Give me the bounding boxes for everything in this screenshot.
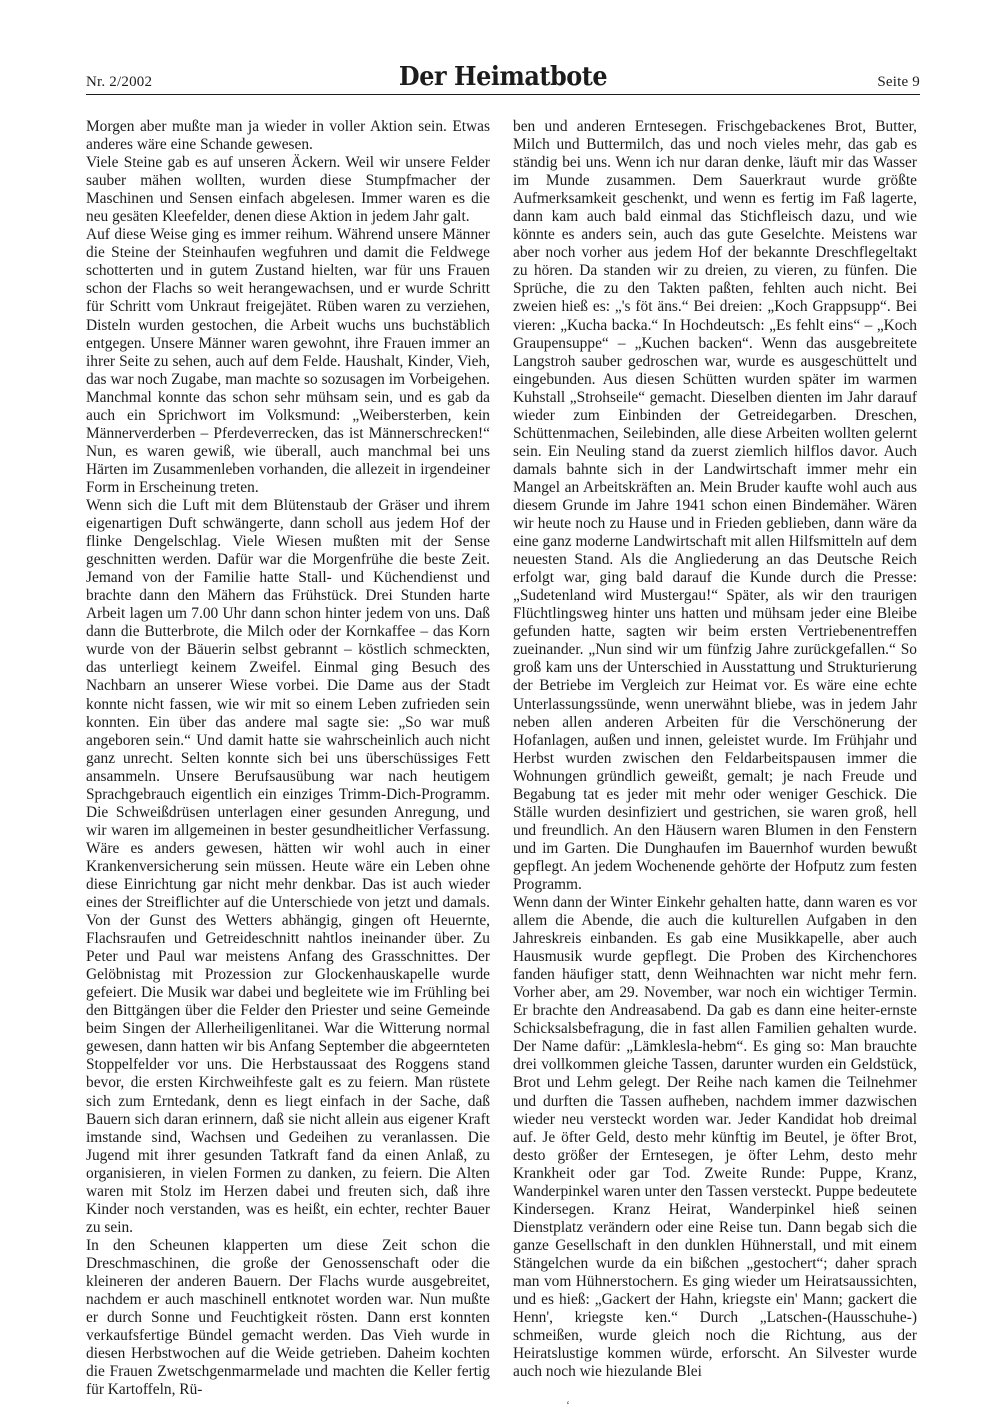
paragraph: ben und anderen Erntesegen. Frischgebackenes Brot, Butter, Milch und Buttermilch, das und noch vieles mehr, das gab es ständig bei uns. Wenn ich nur daran denke, läuft mir das Wasser im Munde zusammen. Dem Sauerkraut wurde größte Aufmerksamkeit geschenkt, und wenn es fertig im Faß lagerte, dann kam auch bald einmal das Stichfleisch dazu, und wie könnte es anders sein, auch das gute Geselchte. Meistens war aber noch vorher aus jedem Hof der bekannte Dreschflegeltakt zu hören. Da standen wir zu dreien, zu vieren, zu fünfen. Die Sprüche, die zu den Takten paßten, fehlten auch nicht. Bei zweien hieß es: „'s föt äns.“ Bei dreien: „Koch Grappsupp“. Bei vieren: „Kucha backa.“ In Hochdeutsch: „Es fehlt eins“ – „Koch Graupensuppe“ – „Kuchen backen“. Wenn das ausgebreitete Langstroh sauber gedroschen war, wurde es ausgeschüttelt und eingebunden. Aus diesen Schütten wurden später im warmen Kuhstall „Strohseile“ gemacht. Dieselben dienten im Jahr darauf wieder zum Einbinden der Getreidegarben. Dreschen, Schüttenmachen, Seilebinden, alle diese Arbeiten wollten gelernt sein. Ein Neuling stand da zuerst ziemlich hilflos davor. Auch damals bahnte sich in der Landwirtschaft immer mehr ein Mangel an Arbeitskräften an. Mein Bruder kaufte wohl auch aus diesem Grunde im Jahre 1941 schon einen Bindemäher. Wären wir heute noch zu Hause und in Frieden geblieben, dann wäre da eine ganz moderne Landwirtschaft mit allen Hilfsmitteln auf dem neuesten Stand. Als die Angliederung an das Deutsche Reich erfolgt war, ging bald darauf die Kunde durch die Presse: „Sudetenland wird Mustergau!“ Später, als wir den traurigen Flüchtlingsweg hinter uns hatten und mühsam jeder eine Bleibe gefunden hatte, sagten wir beim ersten Vertriebenentreffen zueinander. „Nun sind wir um fünfzig Jahre zurückgefallen.“ So groß kam uns der Unterschied in Ausstattung und Strukturierung der Betriebe im Vergleich zur Heimat vor. Es wäre eine echte Unterlassungssünde, wenn unerwähnt bliebe, was in jedem Jahr neben allen anderen Arbeiten für die Verschönerung der Hofanlagen, außen und innen, geleistet wurde. Im Frühjahr und Herbst wurden zwischen den Feldarbeitspausen immer die Wohnungen gründlich geweißt, gemalt; je nach Freude und Begabung tat es jeder mit mehr oder weniger Geschick. Die Ställe wurden desinfiziert und gestrichen, sie waren groß, hell und freundlich. An den Häusern waren Blumen in den Fenstern und im Garten. Die Dunghaufen im Bauernhof wurden bewußt gepflegt. An jedem Wochenende gehörte der Hofputz zum festen Programm. [513,118,917,893]
paragraph: Wenn dann der Winter Einkehr gehalten hatte, dann waren es vor allem die Abende, die auch die kulturellen Aufgaben in den Jahreskreis einbanden. Es gab eine Musikkapelle, aber auch Hausmusik wurde gepflegt. Die Proben des Kirchenchores fanden häufiger statt, denn Weihnachten war nicht mehr fern. Vorher aber, am 29. November, war noch ein wichtiger Termin. Er brachte den Andreasabend. Da gab es dann eine heiter-ernste Schicksalsbefragung, die in fast allen Familien gehalten wurde. Der Name dafür: „Lämklesla-hebm“. Es ging so: Man brauchte drei vollkommen gleiche Tassen, darunter wurden ein Geldstück, Brot und Lehm gelegt. Der Reihe nach kamen die Teilnehmer und durften die Tassen aufheben, nachdem immer dazwischen wieder neu versteckt worden war. Jeder Kandidat hob dreimal auf. Je öfter Geld, desto mehr künftig im Beutel, je öfter Brot, desto größer der Erntesegen, je öfter Lehm, desto mehr Krankheit oder gar Tod. Zweite Runde: Puppe, Kranz, Wanderpinkel waren unter den Tassen versteckt. Puppe bedeutete Kindersegen. Kranz Heirat, Wanderpinkel hieß seinen Dienstplatz verändern oder eine Reise tun. Dann begab sich die ganze Gesellschaft in den dunklen Hühnerstall, und mit einem Stängelchen wurde da ein bißchen „gestochert“; daher sprach man vom Hühnerstochern. Es ging wieder um Heiratsaussichten, und es hieß: „Gackert der Hahn, kriegste ein' Mann; gackert die Henn', kriegste ken.“ Durch „Latschen-(Hausschuhe-) schmeißen, wurde gleich noch die Richtung, aus der Heiratslustige kommen würde, erforscht. An Silvester wurde auch noch wie hiezulande Blei [513,894,917,1381]
paragraph: Viele Steine gab es auf unseren Äckern. Weil wir unsere Felder sauber mähen wollten, wurden diese Stumpfmacher der Maschinen und Sensen einfach abgelesen. Immer waren es die neu gesäten Kleefelder, denen diese Aktion in jedem Jahr galt. [86,154,490,226]
paragraph: Morgen aber mußte man ja wieder in voller Aktion sein. Etwas anderes wäre eine Schande gewesen. [86,118,490,154]
page-header [86,60,920,95]
left-column [86,118,490,1399]
masthead-title: Der Heimatbote [398,62,608,92]
issue-number: Nr. 2/2002 [86,74,153,90]
paragraph: Wenn sich die Luft mit dem Blütenstaub der Gräser und ihrem eigenartigen Duft schwängerte, dann scholl aus jedem Hof der flinke Dengelschlag. Viele Wiesen mußten mit der Sense geschnitten werden. Dafür war die Morgenfrühe die beste Zeit. Jemand von der Familie hatte Stall- und Küchendienst und brachte dann den Mähern das Frühstück. Drei Stunden harte Arbeit lagen um 7.00 Uhr dann schon hinter jedem von uns. Daß dann die Butterbrote, die Milch oder der Kornkaffee – das Korn wurde von der Bäuerin selbst gebrannt – köstlich schmeckten, das unterliegt keinem Zweifel. Einmal ging Besuch des Nachbarn an unserer Wiese vorbei. Die Dame aus der Stadt konnte nicht fassen, wie wir mit so einem Leben zufrieden sein konnten. Ein über das andere mal sagte sie: „So war muß angeboren sein.“ Und damit hatte sie wahrscheinlich auch nicht ganz unrecht. Selten konnte sich bei uns überschüssiges Fett ansammeln. Unsere Berufsausübung war nach heutigem Sprachgebrauch eigentlich ein einziges Trimm-Dich-Programm. Die Schweißdrüsen unterlagen einer gesunden Anregung, und wir waren im allgemeinen in bester gesundheitlicher Verfassung. Wäre es anders gewesen, hätten wir wohl auch in einer Krankenversicherung sein müssen. Heute wäre ein Leben ohne diese Einrichtung gar nicht mehr denkbar. Das ist auch wieder eines der Streiflichter auf die Unterschiede von jetzt und damals. Von der Gunst des Wetters abhängig, gingen oft Heuernte, Flachsraufen und Getreideschnitt nahtlos ineinander über. Zu Peter und Paul war meistens Anfang des Grasschnittes. Der Gelöbnistag mit Prozession zur Glockenhauskapelle wurde gefeiert. Die Musik war dabei und begleitete wie im Frühling bei den Bittgängen über die Felder den Priester und seine Gemeinde beim Singen der Allerheiligenlitanei. War die Witterung normal gewesen, dann hatten wir bis Anfang September die abgeernteten Stoppelfelder vor uns. Die Herbstaussaat des Roggens stand bevor, die ersten Kirchweihfeste galt es zu feiern. Man rüstete sich zum Erntedank, denn es liegt einfach in der Sache, daß Bauern sich daran erinnern, daß sie nicht allein aus eigener Kraft imstande sind, Wachsen und Gedeihen zu veranlassen. Die Jugend mit ihrer gesunden Tatkraft fand da einen Anlaß, zu organisieren, in vielen Formen zu danken, zu feiern. Die Alten waren mit Stolz im Herzen dabei und freuten sich, daß ihre Kinder noch verstanden, was es heißt, ein echter, rechter Bauer zu sein. [86,496,490,1236]
paragraph: In den Scheunen klapperten um diese Zeit schon die Dreschmaschinen, die große der Genossenschaft oder die kleineren der anderen Bauern. Der Flachs wurde ausgebreitet, nachdem er auch maschinell entknotet worden war. Nun mußte er durch Sonne und Feuchtigkeit rösten. Dann erst konnten verkaufsfertige Bündel gemacht werden. Das Vieh wurde in diesen Herbstwochen auf die Weide getrieben. Daheim kochten die Frauen Zwetschgenmarmelade und machten die Keller fertig für Kartoffeln, Rü- [86,1236,490,1399]
page-number: Seite 9 [877,74,920,90]
right-column [513,118,917,1381]
paragraph: Auf diese Weise ging es immer reihum. Während unsere Männer die Steine der Steinhaufen wegfuhren und damit die Feldwege schotterten und in gutem Zustand hielten, war für uns Frauen schon der Flachs so weit herangewachsen, und er wurde Schritt für Schritt vom Unkraut freigejätet. Rüben waren zu verziehen, Disteln wurden gestochen, die Arbeit wuchs uns buchstäblich entgegen. Unsere Männer waren gewohnt, ihre Frauen immer an ihrer Seite zu sehen, auch auf dem Felde. Haushalt, Kinder, Vieh, das war noch Zugabe, man machte so sozusagen im Vorbeigehen. Manchmal konnte das schon sehr mühsam sein, und es gab da auch ein Sprichwort im Volksmund: „Weibersterben, kein Männerverderben – Pferdeverrecken, das ist Männerschrecken!“ Nun, es waren gewiß, wie überall, auch manchmal bei uns Härten im Zusammenleben vorhanden, die allezeit in irgendeiner Form in Erscheinung treten. [86,226,490,496]
scan-mark: ‘ [566,1398,570,1412]
